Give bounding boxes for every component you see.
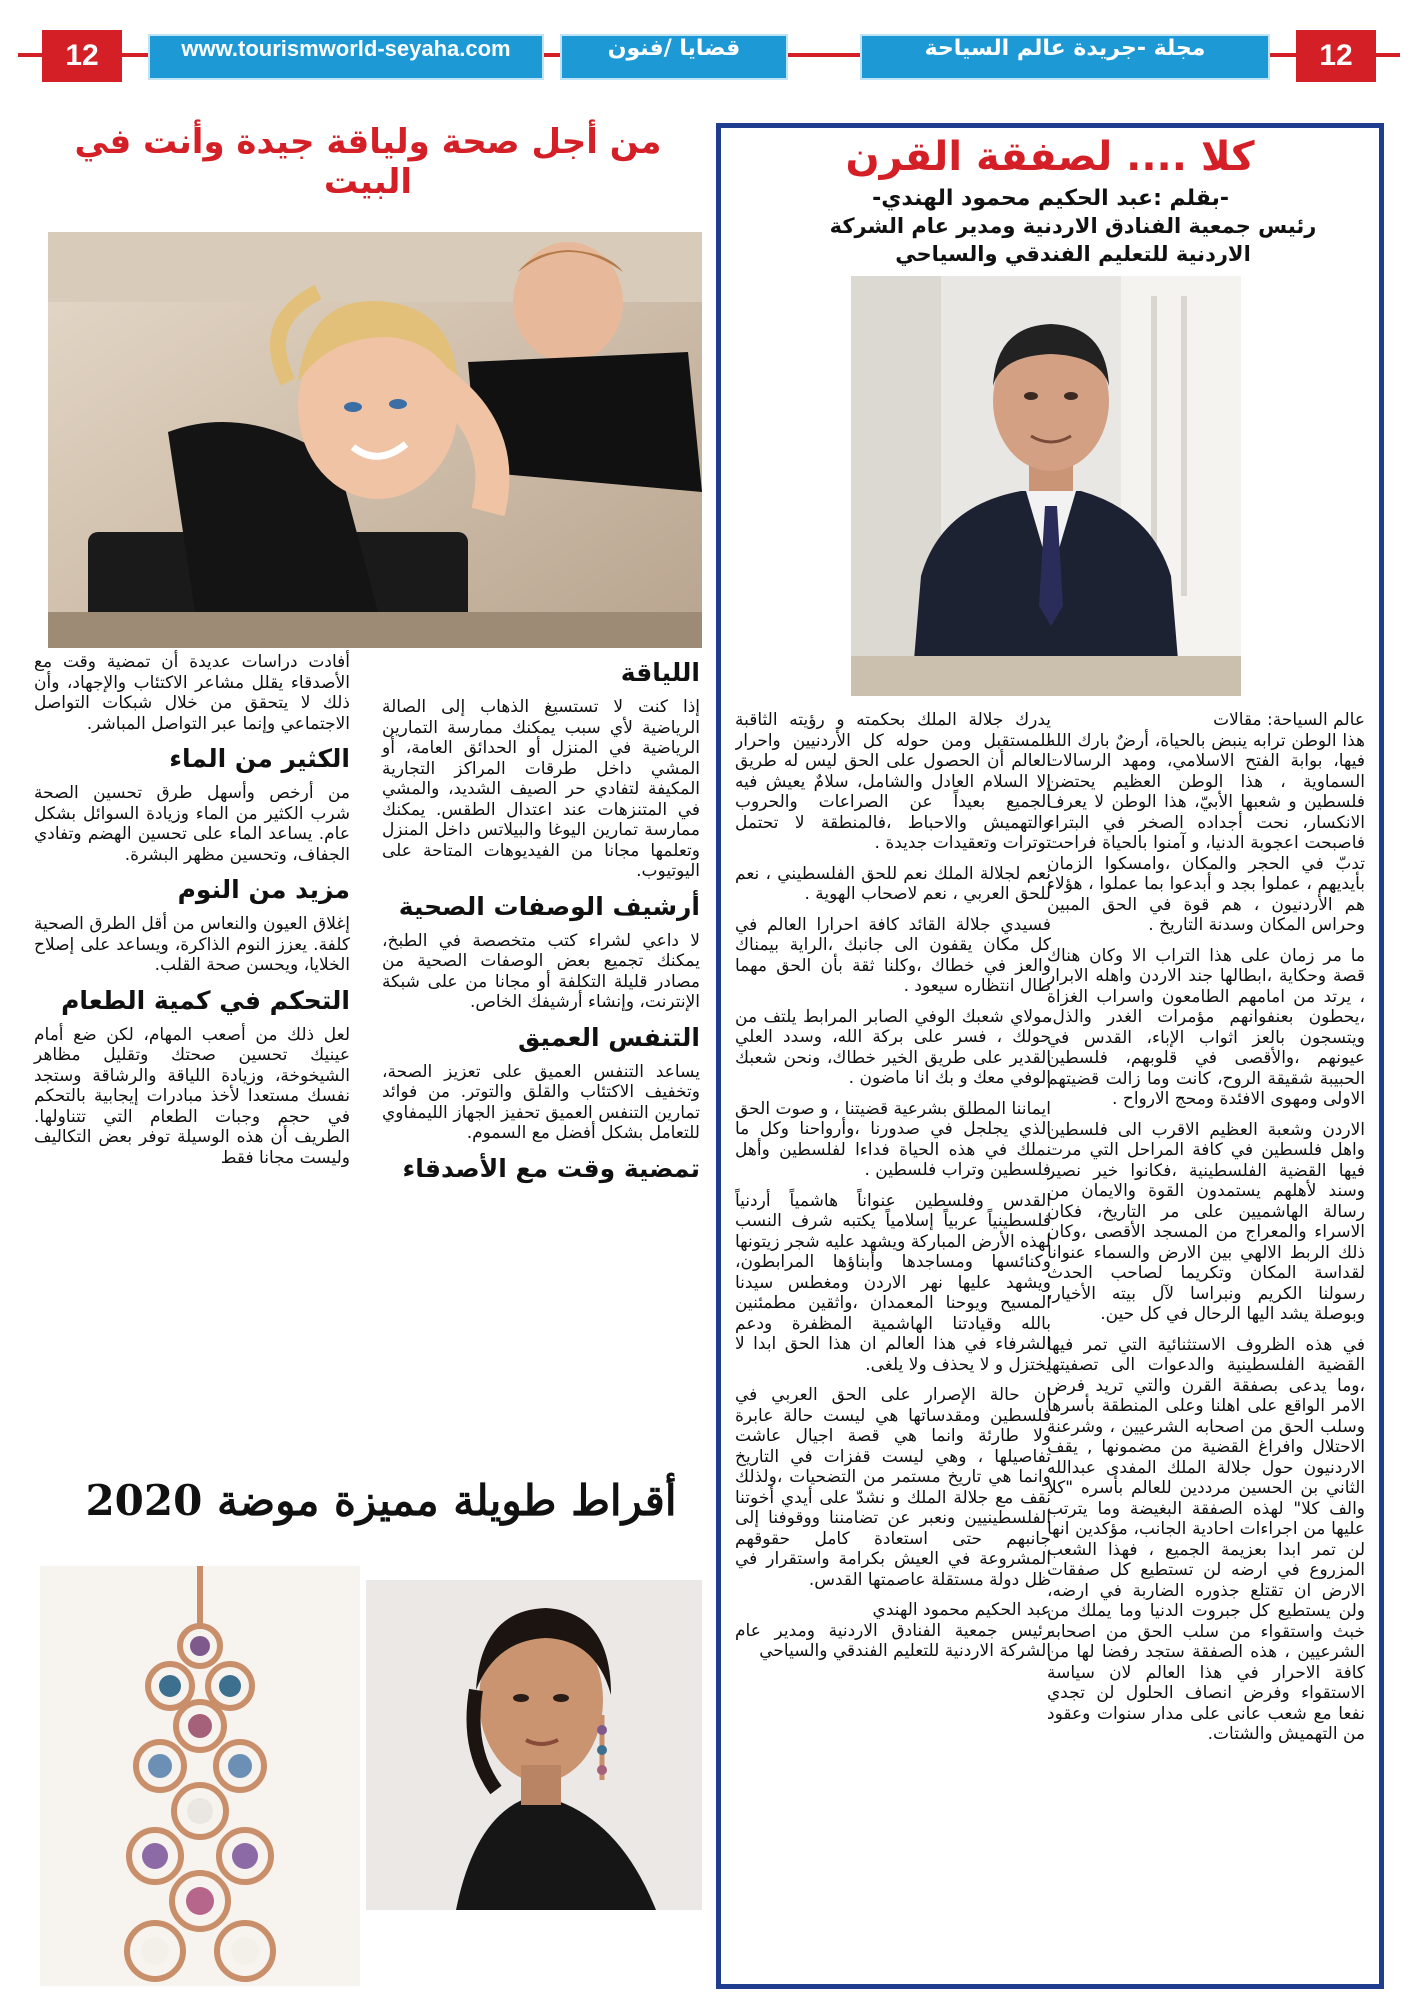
author-role: رئيس جمعية الفنادق الاردنية ومدير عام الشركة الاردنية للتعليم الفندقي والسياحي [829,214,1317,266]
article-paragraph: الاردن وشعبة العظيم الاقرب الى فلسطين واهل فلسطين في كافة المراحل التي مرت فيها القضية الفلسطينية ،فكانوا خير نصير وسند لأهلهم يستمدون القوة والايمان من رسالة الهاشميين على مر التاريخ، فكان الاسراء والمعراج من المسجد الأقصى ،وكان ذلك الربط الالهي بين الارض والسماء عنوانا لقداسة المكان وتكريما لصاحب الحدث رسولنا الكريم ونبراسا لآل بيته الأخيار، وبوصلة يشد اليها الرحال في كل حين. [1047,1119,1365,1324]
article-paragraph: ما مر زمان على هذا التراب الا وكان هناك قصة وحكاية ،ابطالها جند الاردن واهله الابرار ، يرتد من امامهم الطامعون واسراب الغزاة ،يحطون بعنفوانهم مؤمرات الغدر والذل، ويتسجون بالعز اثواب الإباء، القدس في عيونهم ،والأقصى في قلوبهم، فلسطين الحبيبة شقيقة الروح، كانت وما زالت قضيتهم الاولى ومهوى الافئدة ومحج الارواح . [1047,945,1365,1109]
article-byline: -بقلم :عبد الحكيم محمود الهندي- [872,186,1229,211]
fitness-photo [48,232,702,648]
article-paragraph: القدس وفلسطين عنواناً هاشمياً أردنياً فلسطينياً عربياً إسلامياً يكتبه شرف النسب لهذه الأرض المباركة ويشهد عليه شجر زيتونها وكنائسها ومساجدها وأبناؤها المرابطون، ويشهد عليها نهر الاردن ومغطس سيدنا المسيح ويوحنا المعمدان ،واثقين مطمئنين بالله وقيادتنا الهاشمية المظفرة ودعم الشرفاء في هذا العالم ان هذا الحق ابدا لا يختزل و لا يحذف ولا يلغى. [735,1190,1051,1375]
article-column-left [735,710,1051,1980]
section-heading: تمضية وقت مع الأصدقاء [402,1153,700,1183]
article-paragraph: ان حالة الإصرار على الحق العربي في فلسطين ومقدساتها هي ليست حالة عابرة ولا طارئة وانما هي قصة اجيال عاشت تفاصيلها ، وهي ليست قفزات في التاريخ وانما هي تاريخ مستمر من التضحيات ،ولذلك نقف مع جلالة الملك و نشدّ على أيدي أخوتنا الفلسطينيين ونعبر عن تضامننا ووقوفنا إلى جانبهم حتى استعادة كامل حقوقهم المشروعة في العيش بكرامة واستقرار في ظل دولة مستقلة عاصمتها القدس. [735,1385,1051,1590]
section-label: قضايا /فنون [560,34,788,80]
section-text: إذا كنت لا تستسيغ الذهاب إلى الصالة الرياضية لأي سبب يمكنك ممارسة التمارين الرياضية في المنزل أو الحدائق العامة، أو المشي داخل طرقات المراكز التجارية المكيفة لتفادي حر الصيف الشديد، والمشي في المتنزهات عند اعتدال الطقس. يمكنك ممارسة تمارين اليوغا والبيلاتس داخل المنزل وتعلمها مجانا من الفيديوهات المتاحة على اليوتيوب. [382,697,700,881]
fitness-column-left [34,652,350,1452]
article-paragraph: يدرك جلالة الملك بحكمته و رؤيته الثاقبة للمستقبل ومن حوله كل الأردنيين واحرار العالم أن الحصول على الحق ليس له طريق إلا السلام العادل والشامل، سلامٌ يعيش فيه الجميع بعيداً عن الصراعات والحروب والتهميش والاحباط ،فالمنطقة لا تحتمل توترات وتعقيدات جديدة . [735,710,1051,853]
model-wearing-earrings-photo [366,1580,702,1910]
section-heading: الكثير من الماء [169,744,350,773]
magazine-name: مجلة -جريدة عالم السياحة [860,34,1270,80]
website-link[interactable]: www.tourismworld-seyaha.com [148,34,544,80]
opinion-article-frame [716,123,1384,1989]
article-paragraph: هذا الوطن ترابه ينبض بالحياة، أرضٌ بارك الله فيها، بوابة الفتح الاسلامي، ومهد الرسالات السماوية ، هذا الوطن العظيم يحتضن فلسطين و شعبها الأبيّ، هذا الوطن لا يعرف الانكسار، نحت أجداده الصخر في البتراء فاصبحت اعجوبة الدنيا، و آمنوا بالحياة فراحت تدبّ في الحجر والمكان ،وامسكوا الزمان بأيديهم ، عملوا بجد و أبدعوا بما عملوا ، هؤلاء هم الأردنيون ، هم قوة في الحق المبين وحراس المكان وسدنة التاريخ . [1047,730,1365,935]
article-paragraph: فسيدي جلالة القائد كافة احرارا العالم في كل مكان يقفون الى جانبك ،الراية بيمناك والعز في خطاك ،وكلنا ثقة بأن الحق مهما طال انتظاره سيعود . [735,914,1051,996]
section-text: لعل ذلك من أصعب المهام، لكن ضع أمام عينيك تحسين صحتك وتقليل مظاهر الشيخوخة، وزيادة اللياقة والرشاقة وستجد نفسك مستعدا لأخذ مبادرات إيجابية بالتحكم في حجم وجبات الطعام التي تتناولها. الطريف أن هذه الوسيلة توفر بعض التكاليف وليست مجانا فقط [34,1024,350,1168]
section-heading: اللياقة [620,658,700,687]
page-number-right: 12 [1296,30,1376,82]
article-paragraph: مولاي شعبك الوفي الصابر المرابط يلتف من حولك ، فسر على بركة الله، وسدد العلي القدير على طريق الخير خطاك، ونحن شعبك الوفي معك و بك انا ماضون . [735,1006,1051,1088]
section-heading: مزيد من النوم [177,875,350,904]
section-heading: أرشيف الوصفات الصحية [398,891,700,921]
earrings-title: أقراط طويلة مميزة موضة 2020 [85,1476,677,1525]
article-paragraph: ايماننا المطلق بشرعية قضيتنا ، و صوت الحق الذي يجلجل في صدورنا ،وأرواحنا وكل ما نملك في هذه الحياة فداءا لفلسطين وأهل فلسطين وتراب فلسطين . [735,1098,1051,1180]
article-signature-role: رئيس جمعية الفنادق الاردنية ومدير عام الشركة الاردنية للتعليم الفندقي والسياحي [735,1620,1051,1661]
author-portrait-photo [851,276,1241,696]
section-text: من أرخص وأسهل طرق تحسين الصحة شرب الكثير من الماء وزيادة السوائل بشكل عام. يساعد الماء على تحسين الهضم وتفادي الجفاف، وتحسين مظهر البشرة. [34,783,350,865]
article-column-right [1047,710,1365,1980]
earring-closeup-photo [40,1566,360,1986]
section-text: يساعد التنفس العميق على تعزيز الصحة، وتخفيف الاكتئاب والقلق والتوتر. من فوائد تمارين التنفس العميق تحفيز الجهاز الليمفاوي للتعامل بشكل أفضل مع السموم. [382,1061,700,1143]
article-paragraph: نعم لجلالة الملك نعم للحق الفلسطيني ، نعم للحق العربي ، نعم لاصحاب الهوية . [735,863,1051,904]
page-number-left: 12 [42,30,122,82]
fitness-column-right [382,652,700,1452]
article-paragraph: عالم السياحة: مقالات [1213,710,1365,730]
section-text: أفادت دراسات عديدة أن تمضية وقت مع الأصدقاء يقلل مشاعر الاكتئاب والإجهاد، وأن ذلك لا يتحقق من خلال شبكات التواصل الاجتماعي وإنما عبر التواصل المباشر. [34,652,350,734]
article-paragraph: في هذه الظروف الاستثنائية التي تمر فيها القضية الفلسطينية والدعوات الى تصفيتها ،وما يدعى بصفقة القرن والتي تريد فرض الامر الواقع على اهلنا وعلى المنطقة بأسرها وسلب الحق من اصحابه الشرعيين ، وشرعنة الاحتلال وافراغ القضية من مضمونها , يقف الاردنيون حول جلالة الملك المفدى عبدالله الثاني بن الحسين مرددين للعالم بأسره "كلا والف كلا" لهذه الصفقة البغيضة وما يترتب عليها من اجراءات احادية الجانب، مؤكدين انها لن تمر ابدا بعزيمة الجميع ، فهذا الشعب المزروع في ارضه لن تستطيع كل صفقات الارض ان تقتلع جذوره الضاربة في ارضه، ولن يستطيع كل جبروت الدنيا وما يملك من خبث واستقواء من سلب الحق من اصحابه الشرعيين ، هذه الصفقة ستجد رفضا لها من كافة الاحرار في هذا العالم لان سياسة الاستقواء وفرض انصاف الحلول لن تجدي نفعا مع شعب عانى على مدار سنوات وعقود من التهميش والشتات. [1047,1334,1365,1744]
article-signature: عبد الحكيم محمود الهندي [872,1600,1051,1620]
article-title: كلا .... لصفقة القرن [845,134,1255,180]
fitness-title: من أجل صحة ولياقة جيدة وأنت في البيت [74,122,662,202]
section-heading: التنفس العميق [518,1022,700,1052]
section-text: إغلاق العيون والنعاس من أقل الطرق الصحية كلفة. يعزز النوم الذاكرة، ويساعد على إصلاح الخلايا، ويحسن صحة القلب. [34,914,350,975]
section-text: لا داعي لشراء كتب متخصصة في الطبخ، يمكنك تجميع بعض الوصفات الصحية من مصادر قليلة التكلفة أو مجانا من على شبكة الإنترنت، وإنشاء أرشيفك الخاص. [382,930,700,1012]
section-heading: التحكم في كمية الطعام [61,985,350,1015]
